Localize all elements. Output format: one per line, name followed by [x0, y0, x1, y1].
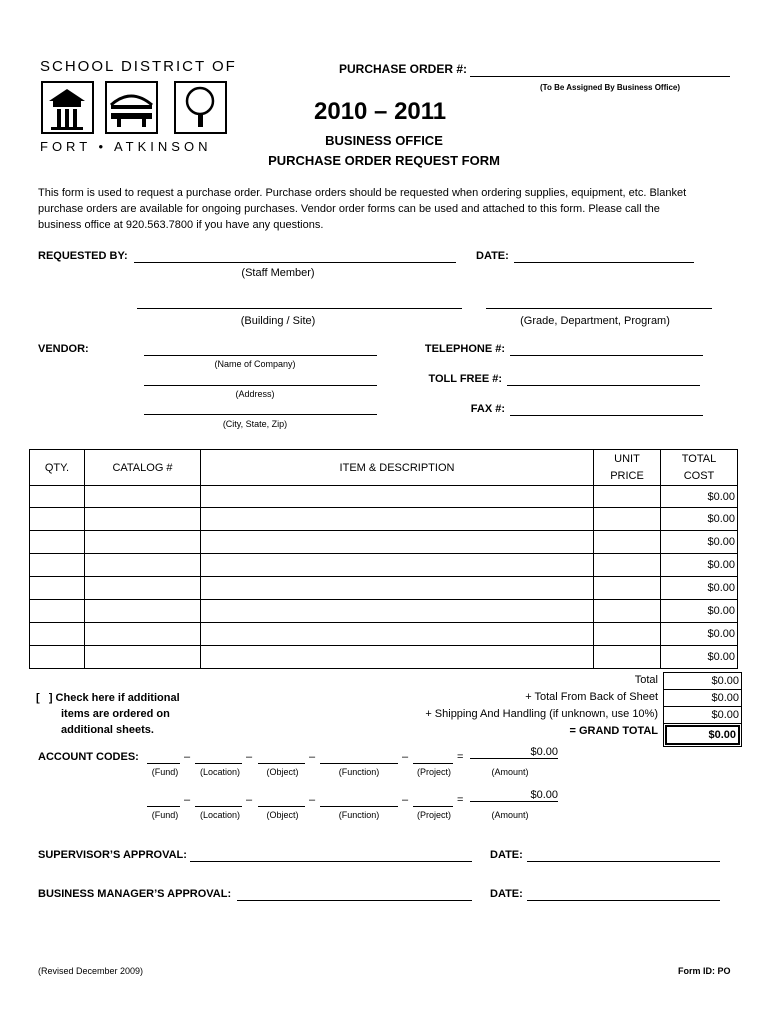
form-id: Form ID: PO — [678, 966, 731, 976]
request-date-label: DATE: — [476, 250, 509, 262]
catalog-cell[interactable] — [85, 554, 201, 577]
bridge-icon — [105, 81, 158, 134]
object-field[interactable] — [258, 763, 305, 764]
intro-line: business office at 920.563.7800 if you have any questions. — [38, 219, 324, 231]
total-cost-cell: $0.00 — [661, 577, 738, 600]
item-cell[interactable] — [201, 600, 594, 623]
intro-text — [38, 185, 748, 233]
item-cell[interactable] — [201, 508, 594, 531]
form-title: PURCHASE ORDER REQUEST FORM — [268, 153, 500, 168]
company-caption: (Name of Company) — [214, 359, 296, 369]
vendor-city-field[interactable] — [144, 414, 377, 415]
table-row — [30, 508, 738, 531]
total-cost-cell: $0.00 — [661, 554, 738, 577]
project-field[interactable] — [413, 806, 453, 807]
item-cell[interactable] — [201, 646, 594, 669]
school-year: 2010 – 2011 — [314, 98, 447, 125]
qty-header: QTY. — [30, 450, 85, 486]
po-number-note: (To Be Assigned By Business Office) — [540, 83, 681, 92]
building-caption: (Building / Site) — [240, 315, 316, 327]
code-separator: – — [184, 751, 191, 763]
school-building-icon — [41, 81, 94, 134]
revised-note: (Revised December 2009) — [38, 966, 144, 976]
district-logo — [38, 56, 238, 156]
business-office-heading: BUSINESS OFFICE — [325, 133, 443, 148]
table-row — [30, 577, 738, 600]
amount-caption: (Amount) — [491, 767, 529, 777]
requested-by-field[interactable] — [134, 262, 456, 263]
code-separator: – — [402, 794, 409, 806]
qty-cell[interactable] — [30, 600, 85, 623]
location-field[interactable] — [195, 763, 242, 764]
amount-caption: (Amount) — [491, 810, 529, 820]
staff-member-caption: (Staff Member) — [241, 267, 315, 279]
catalog-cell[interactable] — [85, 531, 201, 554]
unit-price-header — [594, 450, 661, 486]
building-field[interactable] — [137, 308, 462, 309]
tollfree-label: TOLL FREE #: — [428, 373, 502, 385]
fund-field[interactable] — [147, 806, 180, 807]
grade-field[interactable] — [486, 308, 712, 309]
catalog-header: CATALOG # — [85, 450, 201, 486]
manager-date-field[interactable] — [527, 900, 720, 901]
total-value: $0.00 — [664, 673, 741, 690]
location-caption: (Location) — [199, 767, 241, 777]
qty-cell[interactable] — [30, 508, 85, 531]
unit-price-cell[interactable] — [594, 646, 661, 669]
telephone-field[interactable] — [510, 355, 703, 356]
total-cost-cell: $0.00 — [661, 623, 738, 646]
totals-box — [663, 672, 742, 747]
total-cost-cell: $0.00 — [661, 486, 738, 508]
project-caption: (Project) — [416, 767, 451, 777]
qty-cell[interactable] — [30, 554, 85, 577]
equals-sign: = — [457, 794, 464, 806]
po-number-label: PURCHASE ORDER #: — [339, 62, 468, 76]
back-total-label: + Total From Back of Sheet — [525, 691, 658, 703]
telephone-label: TELEPHONE #: — [424, 343, 505, 355]
total-cost-header — [661, 450, 738, 486]
totals-labels — [380, 672, 658, 740]
back-total-value[interactable]: $0.00 — [664, 690, 741, 707]
items-table — [29, 449, 738, 669]
table-row — [30, 623, 738, 646]
total-cost-cell: $0.00 — [661, 646, 738, 669]
table-row — [30, 554, 738, 577]
table-row — [30, 486, 738, 508]
unit-price-cell[interactable] — [594, 554, 661, 577]
account-codes-label: ACCOUNT CODES: — [38, 751, 139, 763]
district-name-bottom: FORT • ATKINSON — [40, 139, 212, 154]
object-field[interactable] — [258, 806, 305, 807]
equals-sign: = — [457, 751, 464, 763]
vendor-address-field[interactable] — [144, 385, 377, 386]
item-header: ITEM & DESCRIPTION — [201, 450, 594, 486]
unit-price-cell[interactable] — [594, 531, 661, 554]
code-separator: – — [309, 751, 316, 763]
fund-caption: (Fund) — [151, 810, 179, 820]
total-cost-header-line: TOTAL — [681, 452, 717, 465]
grand-total-label: = GRAND TOTAL — [569, 725, 658, 737]
request-date-field[interactable] — [514, 262, 694, 263]
item-cell[interactable] — [201, 531, 594, 554]
item-cell[interactable] — [201, 486, 594, 508]
shipping-value[interactable]: $0.00 — [664, 707, 741, 724]
intro-line: This form is used to request a purchase order. Purchase orders should be requested when ordering supplies, equipment, etc. Blanket — [38, 187, 687, 199]
table-header-row — [30, 450, 738, 486]
table-row — [30, 600, 738, 623]
po-number-field[interactable] — [470, 76, 730, 77]
qty-cell[interactable] — [30, 486, 85, 508]
unit-price-cell[interactable] — [594, 508, 661, 531]
manager-date-label: DATE: — [490, 888, 523, 900]
additional-line: [ ] Check here if additional — [36, 692, 180, 704]
requested-by-label: REQUESTED BY: — [38, 250, 128, 262]
vendor-label: VENDOR: — [38, 343, 89, 355]
district-name-top: SCHOOL DISTRICT OF — [40, 58, 237, 75]
fax-label: FAX #: — [470, 403, 505, 415]
intro-line: purchase orders are available for ongoing purchases. Vendor order forms can be used and attached to this form. Please call the — [38, 203, 660, 215]
location-field[interactable] — [195, 806, 242, 807]
qty-cell[interactable] — [30, 577, 85, 600]
item-cell[interactable] — [201, 577, 594, 600]
object-caption: (Object) — [266, 810, 299, 820]
additional-line: additional sheets. — [61, 724, 154, 736]
object-caption: (Object) — [266, 767, 299, 777]
supervisor-approval-field[interactable] — [190, 861, 472, 862]
manager-approval-field[interactable] — [237, 900, 472, 901]
unit-price-cell[interactable] — [594, 623, 661, 646]
total-cost-header-line: COST — [683, 469, 715, 482]
project-field[interactable] — [413, 763, 453, 764]
grade-caption: (Grade, Department, Program) — [520, 315, 670, 327]
total-cost-cell: $0.00 — [661, 531, 738, 554]
table-row — [30, 646, 738, 669]
qty-cell[interactable] — [30, 531, 85, 554]
project-caption: (Project) — [416, 810, 451, 820]
grand-total-value: $0.00 — [665, 725, 740, 745]
catalog-cell[interactable] — [85, 600, 201, 623]
tree-icon — [174, 81, 227, 134]
location-caption: (Location) — [199, 810, 241, 820]
unit-price-header-line: UNIT — [614, 452, 640, 465]
total-label: Total — [634, 674, 658, 686]
supervisor-approval-label: SUPERVISOR’S APPROVAL: — [38, 849, 187, 861]
catalog-cell[interactable] — [85, 623, 201, 646]
table-row — [30, 531, 738, 554]
item-cell[interactable] — [201, 623, 594, 646]
amount-field[interactable]: $0.00 — [470, 789, 558, 802]
address-caption: (Address) — [235, 389, 275, 399]
code-separator: – — [246, 751, 253, 763]
manager-approval-label: BUSINESS MANAGER’S APPROVAL: — [38, 888, 232, 900]
qty-cell[interactable] — [30, 646, 85, 669]
amount-field[interactable]: $0.00 — [470, 746, 558, 759]
unit-price-cell[interactable] — [594, 486, 661, 508]
total-cost-cell: $0.00 — [661, 508, 738, 531]
fax-field[interactable] — [510, 415, 703, 416]
vendor-company-field[interactable] — [144, 355, 377, 356]
tollfree-field[interactable] — [507, 385, 700, 386]
fund-field[interactable] — [147, 763, 180, 764]
qty-cell[interactable] — [30, 623, 85, 646]
code-separator: – — [246, 794, 253, 806]
function-field[interactable] — [320, 763, 398, 764]
function-caption: (Function) — [338, 767, 380, 777]
additional-sheets-checkbox[interactable] — [36, 690, 180, 738]
catalog-cell[interactable] — [85, 508, 201, 531]
function-caption: (Function) — [338, 810, 380, 820]
supervisor-date-field[interactable] — [527, 861, 720, 862]
catalog-cell[interactable] — [85, 646, 201, 669]
shipping-label: + Shipping And Handling (if unknown, use 10%) — [425, 708, 658, 720]
code-separator: – — [309, 794, 316, 806]
catalog-cell[interactable] — [85, 577, 201, 600]
code-separator: – — [184, 794, 191, 806]
catalog-cell[interactable] — [85, 486, 201, 508]
supervisor-date-label: DATE: — [490, 849, 523, 861]
unit-price-cell[interactable] — [594, 600, 661, 623]
total-cost-cell: $0.00 — [661, 600, 738, 623]
unit-price-header-line: PRICE — [610, 469, 644, 482]
city-caption: (City, State, Zip) — [222, 419, 288, 429]
additional-line: items are ordered on — [61, 708, 170, 720]
unit-price-cell[interactable] — [594, 577, 661, 600]
fund-caption: (Fund) — [151, 767, 179, 777]
function-field[interactable] — [320, 806, 398, 807]
item-cell[interactable] — [201, 554, 594, 577]
code-separator: – — [402, 751, 409, 763]
